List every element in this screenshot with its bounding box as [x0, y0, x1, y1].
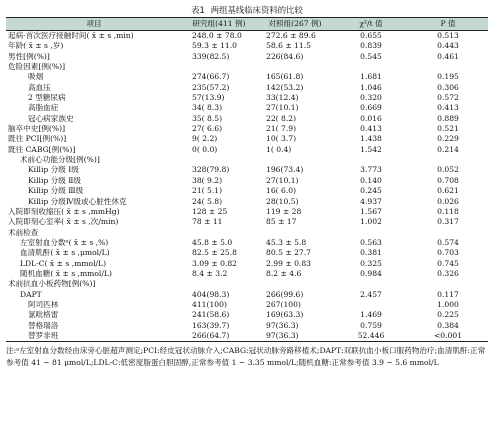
table-row: [6, 52, 488, 62]
table-row: [6, 228, 488, 238]
stat-value: 1.681: [360, 72, 382, 82]
stat-value: 1.542: [360, 144, 382, 154]
stat-value: [334, 62, 408, 72]
table-row: [6, 145, 488, 155]
stat-value: 3.773: [360, 165, 382, 175]
study-value: 59.3 ± 11.0: [192, 41, 238, 51]
stat-value: 0.245: [360, 186, 382, 196]
table-row: [6, 290, 488, 300]
table-body: [6, 31, 488, 342]
p-value: 0.229: [437, 134, 459, 144]
p-value: <0.001: [408, 331, 488, 342]
p-value: 0.708: [437, 175, 459, 185]
control-value: [256, 62, 334, 72]
study-value: [182, 62, 256, 72]
stat-value: 0.413: [360, 124, 382, 134]
table-row: [6, 217, 488, 227]
table-row: [6, 72, 488, 82]
row-label: 高血压: [28, 82, 51, 92]
stat-value: 0.325: [360, 258, 382, 268]
row-label: 阿司匹林: [28, 299, 59, 309]
table-row: [6, 83, 488, 93]
table-row: [6, 93, 488, 103]
p-value: 0.326: [437, 268, 459, 278]
control-value: 27(10.1): [266, 103, 299, 113]
stat-value: 1.469: [360, 310, 382, 320]
row-label: 替罗非班: [6, 331, 182, 342]
table-row: [6, 155, 488, 165]
stat-value: 2.457: [360, 289, 382, 299]
table-row: [6, 321, 488, 331]
p-value: 0.574: [437, 237, 459, 247]
control-value: [256, 228, 334, 238]
p-value: 0.745: [437, 258, 459, 268]
table-title: 两组基线临床资料的比较: [210, 5, 303, 15]
row-label: 冠心病家族史: [28, 113, 74, 123]
row-label: 脑卒中史[例(%)]: [8, 124, 66, 134]
control-value: 16( 6.0): [266, 186, 297, 196]
study-value: 38( 9.2): [192, 175, 223, 185]
row-label: 入院即刻收缩压( x̄ ± s ,mmHg): [8, 206, 120, 216]
row-label: 年龄( x̄ ± s ,岁): [8, 41, 64, 51]
study-value: [182, 279, 256, 289]
stat-value: 0.759: [360, 320, 382, 330]
document: [6, 4, 488, 368]
study-value: 0( 0.0): [192, 144, 218, 154]
table-row: [6, 134, 488, 144]
control-value: 97(36.3): [266, 320, 299, 330]
table-row: [6, 103, 488, 113]
p-value: [408, 279, 488, 289]
row-label: 2 型糖尿病: [28, 93, 66, 103]
stat-value: [334, 155, 408, 165]
table-row: [6, 114, 488, 124]
p-value: 0.117: [437, 289, 459, 299]
p-value: 0.521: [437, 124, 459, 134]
stat-value: 0.563: [360, 237, 382, 247]
stat-value: [334, 228, 408, 238]
stat-value: 0.320: [360, 93, 382, 103]
study-value: 328(79.8): [192, 165, 230, 175]
p-value: 0.195: [437, 72, 459, 82]
study-value: 27( 6.6): [192, 124, 223, 134]
table-row: [6, 248, 488, 258]
stat-value: [334, 300, 408, 310]
stat-value: 0.016: [360, 113, 382, 123]
stat-value: 0.545: [360, 51, 382, 61]
stat-value: 0.655: [360, 31, 382, 40]
control-value: 21( 7.9): [266, 124, 297, 134]
stat-value: 1.438: [360, 134, 382, 144]
p-value: 0.026: [437, 196, 459, 206]
table-row: [6, 207, 488, 217]
table-row: [6, 269, 488, 279]
header-stat: χ²/t 值: [334, 18, 408, 31]
study-value: 404(98.3): [192, 289, 230, 299]
row-label: 血清肌酐( x̄ ± s ,μmol/L): [20, 248, 110, 258]
study-value: 8.4 ± 3.2: [192, 268, 228, 278]
study-value: 82.5 ± 25.8: [192, 248, 238, 258]
table-row: [6, 186, 488, 196]
table-row: [6, 62, 488, 72]
row-label: 术前检查: [8, 227, 39, 237]
study-value: 163(39.7): [192, 320, 230, 330]
baseline-table: [6, 17, 488, 342]
row-label: Killip 分级Ⅳ级或心脏性休克: [28, 196, 127, 206]
table-row: [6, 124, 488, 134]
header-item: 项目: [6, 18, 182, 31]
p-value: 0.889: [437, 113, 459, 123]
header-row: [6, 18, 488, 31]
row-label: 氯吡格雷: [28, 310, 59, 320]
p-value: [408, 62, 488, 72]
study-value: 339(82.5): [192, 51, 230, 61]
row-label: 术前心功能分级[例(%)]: [20, 155, 100, 165]
study-value: [182, 155, 256, 165]
table-caption: [6, 4, 488, 17]
control-value: 80.5 ± 27.7: [266, 248, 312, 258]
stat-value: 0.669: [360, 103, 382, 113]
study-value: 9( 2.2): [192, 134, 218, 144]
control-value: 2.99 ± 0.83: [266, 258, 312, 268]
stat-value: 0.381: [360, 248, 382, 258]
row-label: 左室射血分数ᵃ( x̄ ± s ,%): [20, 237, 109, 247]
control-value: 45.3 ± 5.8: [266, 237, 307, 247]
control-value: 58.6 ± 11.5: [266, 41, 312, 51]
p-value: [408, 228, 488, 238]
control-value: 22( 8.2): [266, 113, 297, 123]
p-value: 0.461: [437, 51, 459, 61]
stat-value: 0.140: [360, 175, 382, 185]
row-label: 既往 CABG[例(%)]: [8, 144, 76, 154]
row-label: 危险因素[例(%)]: [8, 62, 66, 72]
table-row: [6, 41, 488, 51]
study-value: 411(100): [192, 299, 227, 309]
table-row: [6, 310, 488, 320]
p-value: 1.000: [437, 299, 459, 309]
control-value: 28(10.5): [266, 196, 299, 206]
study-value: 266(64.7): [182, 331, 256, 342]
row-label: Killip 分级 Ⅱ级: [28, 175, 82, 185]
study-value: 235(57.2): [192, 82, 230, 92]
table-row: [6, 331, 488, 342]
p-value: 0.384: [437, 320, 459, 330]
row-label: DAPT: [20, 289, 42, 299]
study-value: 57(13.9): [192, 93, 225, 103]
stat-value: 1.002: [360, 217, 382, 227]
control-value: [256, 155, 334, 165]
stat-value: 0.984: [360, 268, 382, 278]
row-label: LDL-C( x̄ ± s ,mmol/L): [20, 258, 107, 268]
study-value: 34( 8.3): [192, 103, 223, 113]
table-footnote: 注:ᵃ左室射血分数经由床旁心脏超声测定;PCI:经皮冠状动脉介入;CABG:冠状动脉旁路移植术;DAPT:双联抗血小板口服药物治疗;血清肌酐:正常参考值 41 ~ 81 μmol/L;LDL-C:低密度脂蛋白胆固醇,正常参考值 1 ~ 3.35 mmol/L;随机血糖:正常参考值 3.9 ~ 5.6 mmol/L: [6, 346, 486, 367]
row-label: 男性[例(%)]: [8, 51, 50, 61]
stat-value: 4.937: [360, 196, 382, 206]
row-label: Killip 分级 Ⅰ级: [28, 165, 79, 175]
p-value: 0.306: [437, 82, 459, 92]
p-value: 0.214: [437, 144, 459, 154]
p-value: 0.443: [437, 41, 459, 51]
study-value: [182, 228, 256, 238]
study-value: 35( 8.5): [192, 113, 223, 123]
table-row: [6, 197, 488, 207]
p-value: 0.572: [437, 93, 459, 103]
header-p: P 值: [408, 18, 488, 31]
table-row: [6, 259, 488, 269]
header-control: 对照组(267 例): [256, 18, 334, 31]
control-value: 169(63.3): [266, 310, 304, 320]
table-row: [6, 165, 488, 175]
control-value: 165(61.8): [266, 72, 304, 82]
control-value: 85 ± 17: [266, 217, 297, 227]
control-value: [256, 279, 334, 289]
row-label: 入院即刻心室率( x̄ ± s ,次/min): [8, 217, 119, 227]
study-value: 248.0 ± 78.0: [192, 31, 242, 40]
table-number: 表1: [191, 5, 205, 15]
p-value: 0.317: [437, 217, 459, 227]
stat-value: [334, 279, 408, 289]
row-label: 起病-首次医疗接触时间( x̄ ± s ,min): [8, 31, 134, 40]
p-value: 0.703: [437, 248, 459, 258]
study-value: 24( 5.8): [192, 196, 223, 206]
row-label: 术前抗血小板药物[例(%)]: [8, 279, 96, 289]
control-value: 119 ± 28: [266, 206, 302, 216]
control-value: 97(36.3): [256, 331, 334, 342]
control-value: 33(12.4): [266, 93, 299, 103]
p-value: 0.225: [437, 310, 459, 320]
study-value: 274(66.7): [192, 72, 230, 82]
study-value: 78 ± 11: [192, 217, 223, 227]
stat-value: 1.046: [360, 82, 382, 92]
p-value: 0.513: [437, 31, 459, 40]
control-value: 226(84.6): [266, 51, 304, 61]
control-value: 272.6 ± 89.6: [266, 31, 316, 40]
table-row: [6, 238, 488, 248]
study-value: 128 ± 25: [192, 206, 228, 216]
table-row: [6, 300, 488, 310]
row-label: 既往 PCI[例(%)]: [8, 134, 67, 144]
table-row: [6, 279, 488, 289]
p-value: 0.621: [437, 186, 459, 196]
control-value: 196(73.4): [266, 165, 304, 175]
control-value: 267(100): [266, 299, 301, 309]
study-value: 3.09 ± 0.82: [192, 258, 238, 268]
header-study: 研究组(411 例): [182, 18, 256, 31]
stat-value: 0.839: [360, 41, 382, 51]
row-label: 替格瑞洛: [28, 320, 59, 330]
p-value: [408, 155, 488, 165]
table-row: [6, 31, 488, 42]
table-row: [6, 176, 488, 186]
row-label: Killip 分级 Ⅲ级: [28, 186, 84, 196]
row-label: 高脂血症: [28, 103, 59, 113]
control-value: 27(10.1): [266, 175, 299, 185]
control-value: 10( 3.7): [266, 134, 297, 144]
control-value: 142(53.2): [266, 82, 304, 92]
study-value: 45.8 ± 5.0: [192, 237, 233, 247]
p-value: 0.118: [437, 206, 459, 216]
row-label: 随机血糖( x̄ ± s ,mmol/L): [20, 268, 112, 278]
study-value: 241(58.6): [192, 310, 230, 320]
row-label: 吸烟: [28, 72, 44, 82]
stat-value: 52.446: [334, 331, 408, 342]
control-value: 8.2 ± 4.6: [266, 268, 302, 278]
p-value: 0.413: [437, 103, 459, 113]
control-value: 1( 0.4): [266, 144, 292, 154]
stat-value: 1.567: [360, 206, 382, 216]
study-value: 21( 5.1): [192, 186, 223, 196]
control-value: 266(99.6): [266, 289, 304, 299]
p-value: 0.052: [437, 165, 459, 175]
